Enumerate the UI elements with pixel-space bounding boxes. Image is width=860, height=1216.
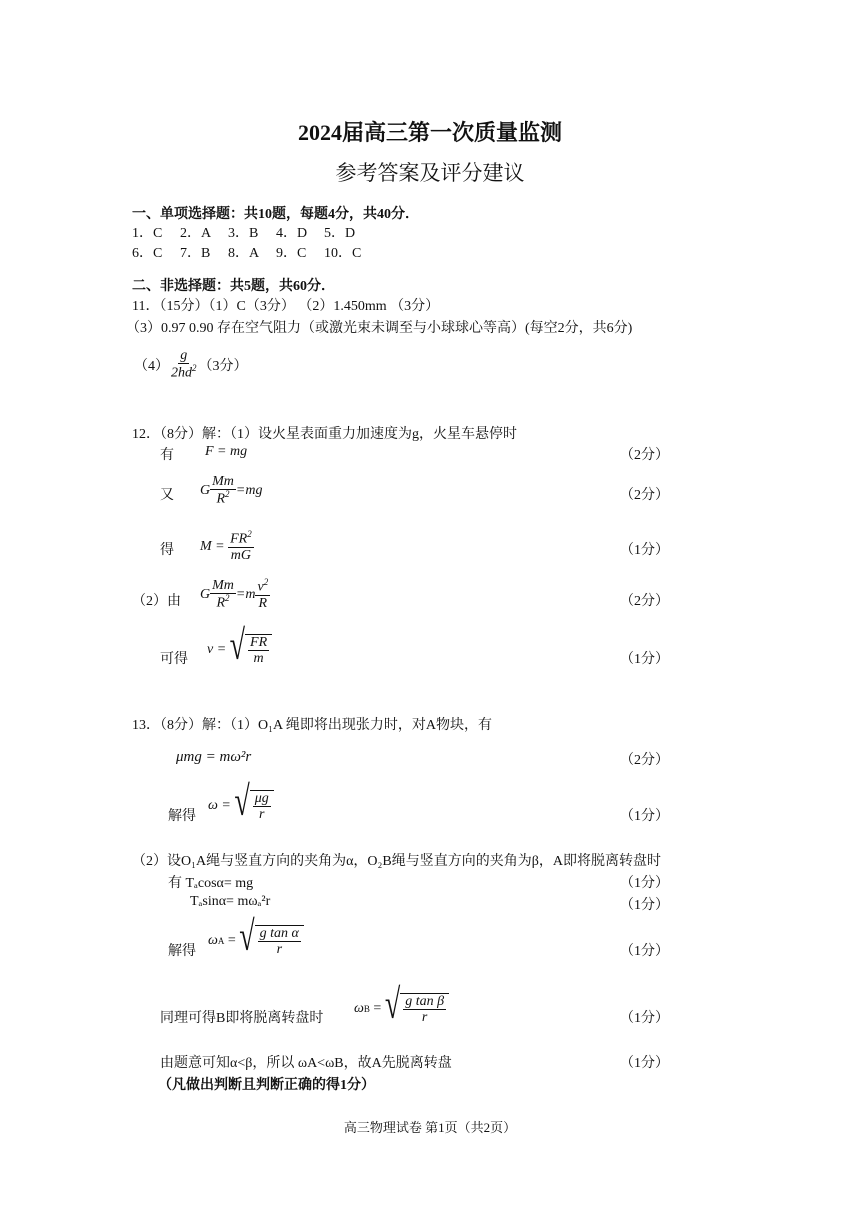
q11-line2: （3）0.97 0.90 存在空气阻力（或激光束未调至与小球球心等高）(每空2分，共6分) <box>126 321 633 336</box>
page-footer: 高三物理试卷 第1页（共2页） <box>343 1120 517 1135</box>
q12-line3-label: 得 <box>160 543 174 558</box>
q11-part4 <box>134 348 248 381</box>
q13-score4: （1分） <box>620 898 669 913</box>
answer-9: 9．C <box>276 246 307 261</box>
q13-eq2: ω = √ $\frac{\mu g}{r}$ <box>208 790 274 823</box>
q13-score2: （1分） <box>620 809 669 824</box>
answer-6: 6．C <box>132 246 163 261</box>
answer-4: 4．D <box>276 226 308 241</box>
q13-score3: （1分） <box>620 876 669 891</box>
q13-eq4: ω B = √ $\frac{\text{g tan β}}{r}$ <box>354 993 449 1026</box>
q13-line-b: Tₐsinα= mωₐ²r <box>190 894 271 909</box>
answer-row-2 <box>132 242 372 262</box>
answer-10: 10．C <box>324 246 362 261</box>
page-subtitle: 参考答案及评分建议 <box>335 161 525 185</box>
q12-score4: （2分） <box>620 594 669 609</box>
q12-eq2: G $\frac{Mm}{R^2}$ =mg <box>200 474 263 508</box>
q13-solve-label: 解得 <box>168 809 196 824</box>
q12-score1: （2分） <box>620 448 669 463</box>
q13-line-a: 有 Tₐcosα= mg <box>168 876 254 891</box>
q13-conclusion: 由题意可知α<β，所以 ωA<ωB，故A先脱离转盘 <box>160 1056 452 1071</box>
q11-line1: 11．（15分）（1）C（3分） （2）1.450mm （3分） <box>132 299 440 314</box>
q12-score2: （2分） <box>620 488 669 503</box>
q12-head: 12．（8分）解：（1）设火星表面重力加速度为g，火星车悬停时 <box>132 427 517 442</box>
answer-8: 8．A <box>228 246 260 261</box>
answer-7: 7．B <box>180 246 211 261</box>
q11-part4-score: （3分） <box>198 358 248 374</box>
q13-similar: 同理可得B即将脱离转盘时 <box>160 1011 324 1026</box>
section1-header: 一、单项选择题：共10题，每题4分，共40分． <box>132 207 419 222</box>
q13-eq3: ω A = √ $\frac{\text{g tan α}}{r}$ <box>208 925 304 958</box>
q12-eq1: F = mg <box>205 444 248 459</box>
q11-part4-num: g <box>180 348 188 363</box>
q13-score7: （1分） <box>620 1056 669 1071</box>
q12-eq3: M = $\frac{FR^2}{mG}$ <box>200 529 252 564</box>
q13-solve-label-2: 解得 <box>168 944 196 959</box>
q13-score5: （1分） <box>620 944 669 959</box>
q12-score5: （1分） <box>620 652 669 667</box>
q13-head: 13．（8分）解：（1）O₁A 绳即将出现张力时，对A物块，有 <box>132 718 492 733</box>
answer-2: 2．A <box>180 226 212 241</box>
q12-line5-label: 可得 <box>160 652 188 667</box>
answer-1: 1．C <box>132 226 163 241</box>
answer-row-1 <box>132 222 372 242</box>
answer-5: 5．D <box>324 226 356 241</box>
q13-score6: （1分） <box>620 1011 669 1026</box>
page-title: 2024届高三第一次质量监测 <box>297 120 562 145</box>
q12-eq5: v = √ $\frac{FR}{m}$ <box>207 634 272 667</box>
q13-part2: （2）设O₁A绳与竖直方向的夹角为α，O₂B绳与竖直方向的夹角为β，A即将脱离转盘时 <box>132 854 661 869</box>
q12-line2-label: 又 <box>160 488 174 503</box>
q12-line1-label: 有 <box>160 448 174 463</box>
q11-part4-den: $2hd^2$ <box>171 363 197 382</box>
q13-eq1: μmg = mω²r <box>176 749 252 765</box>
q12-line4-label: （2）由 <box>132 594 181 609</box>
answer-3: 3．B <box>228 226 259 241</box>
q12-score3: （1分） <box>620 543 669 558</box>
q12-eq4: G $\frac{Mm}{R^2}$ =m $\frac{v^2}{R}$ <box>200 577 269 612</box>
q13-score1: （2分） <box>620 753 669 768</box>
section2-header: 二、非选择题：共5题，共60分． <box>132 279 335 294</box>
q11-part4-label: （4） <box>134 358 169 374</box>
q11-part4-fraction <box>169 348 199 381</box>
q13-note: （凡做出判断且判断正确的得1分） <box>158 1078 375 1093</box>
